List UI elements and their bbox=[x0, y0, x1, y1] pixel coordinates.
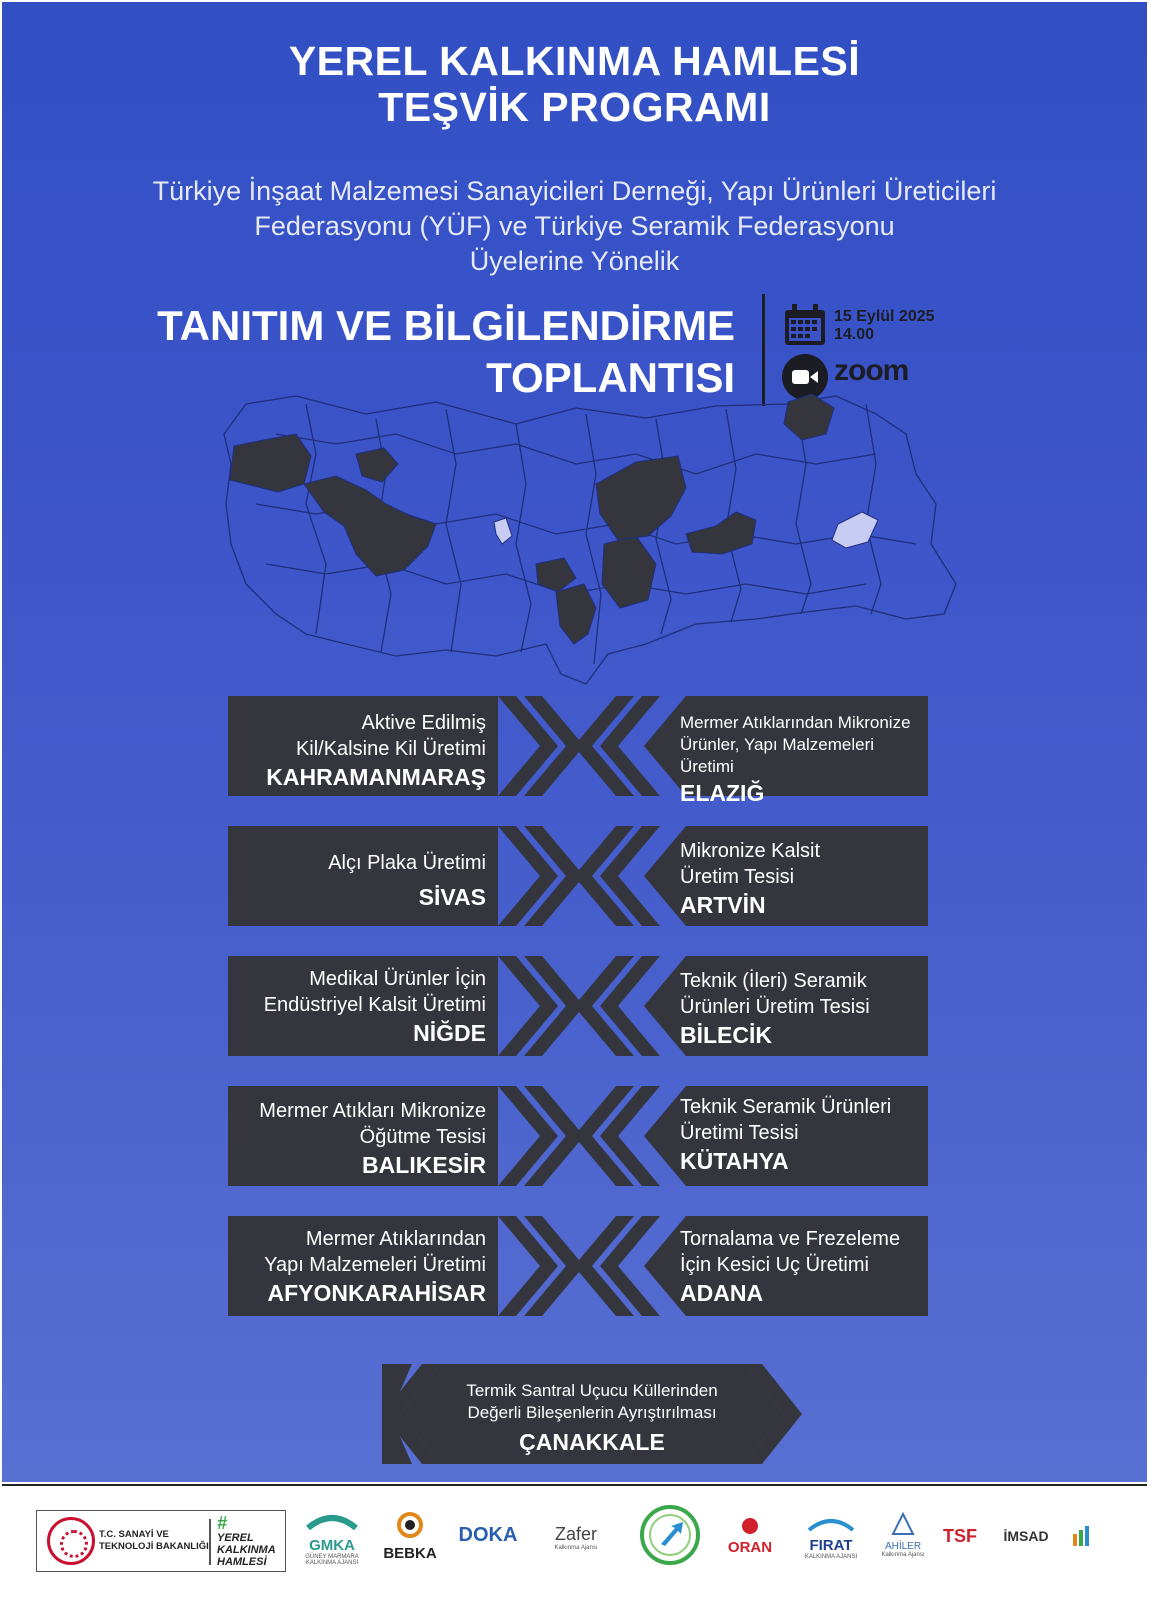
meeting-title-line1: TANITIM VE BİLGİLENDİRME bbox=[157, 302, 735, 349]
balikesir-region bbox=[230, 434, 311, 492]
project-topic: Mermer Atıklarından bbox=[305, 1228, 486, 1250]
project-city: BİLECİK bbox=[680, 1022, 772, 1048]
project-topic: Medikal Ürünler İçin bbox=[309, 968, 486, 990]
logo-yuf bbox=[1066, 1526, 1106, 1590]
project-topic: İçin Kesici Uç Üretimi bbox=[680, 1254, 869, 1276]
project-city: KÜTAHYA bbox=[680, 1148, 789, 1174]
project-text bbox=[680, 1094, 891, 1176]
logo-ahiler bbox=[878, 1512, 928, 1576]
project-topic: Alçı Plaka Üretimi bbox=[328, 852, 486, 874]
project-city: NİĞDE bbox=[413, 1020, 486, 1046]
project-topic: Termik Santral Uçucu Küllerinden bbox=[466, 1381, 718, 1400]
project-topic: Aktive Edilmiş bbox=[361, 712, 486, 734]
project-card-elazig bbox=[228, 696, 928, 806]
project-city: ÇANAKKALE bbox=[519, 1429, 665, 1455]
bilecik-region bbox=[356, 448, 398, 482]
project-city: AFYONKARAHİSAR bbox=[267, 1280, 486, 1306]
project-city: BALIKESİR bbox=[362, 1152, 486, 1178]
meeting-date-text: 15 Eylül 2025 bbox=[834, 308, 935, 325]
project-text bbox=[680, 838, 820, 920]
project-city: KAHRAMANMARAŞ bbox=[266, 764, 486, 790]
adana-region bbox=[556, 584, 596, 644]
calendar-icon bbox=[782, 302, 828, 348]
nigde-region bbox=[536, 558, 576, 592]
program-title-line2: TEŞVİK PROGRAMI bbox=[378, 84, 771, 130]
logo-name: FIRAT bbox=[809, 1537, 853, 1554]
logo-oran bbox=[720, 1516, 780, 1580]
project-topic: Ürünleri Üretim Tesisi bbox=[680, 996, 870, 1018]
logo-name: TSF bbox=[943, 1526, 977, 1546]
project-topic: Üretimi Tesisi bbox=[680, 1122, 799, 1144]
project-topic: Tornalama ve Frezeleme bbox=[680, 1228, 901, 1250]
yerel-kalkinma-hamlesi-logo bbox=[217, 1513, 276, 1568]
project-card-adana bbox=[228, 1216, 928, 1316]
project-text bbox=[680, 1226, 900, 1308]
logo-name: DOKA bbox=[458, 1524, 518, 1546]
divider bbox=[762, 294, 765, 406]
meeting-time-text: 14.00 bbox=[834, 326, 875, 343]
kahramanmaras-region bbox=[602, 536, 656, 608]
project-topic: Teknik Seramik Ürünleri bbox=[680, 1096, 892, 1118]
project-card-artvin bbox=[228, 826, 928, 926]
logo-name: İMSAD bbox=[1003, 1528, 1049, 1544]
logo-cukurova-ajansi bbox=[638, 1504, 702, 1568]
project-city: ADANA bbox=[680, 1280, 764, 1306]
project-topic: Kil/Kalsine Kil Üretimi bbox=[295, 738, 486, 760]
logo-sub: GÜNEY MARMARA KALKINMA AJANSI bbox=[305, 1554, 359, 1566]
logo-firat bbox=[798, 1516, 864, 1580]
logo-sub: Kalkınma Ajansı bbox=[554, 1545, 598, 1551]
logo-name: ORAN bbox=[727, 1539, 773, 1556]
footer bbox=[2, 1484, 1147, 1598]
canakkale-region bbox=[494, 518, 512, 544]
subtitle-line2: Federasyonu (YÜF) ve Türkiye Seramik Federasyonu bbox=[254, 211, 895, 241]
logo-gmka bbox=[302, 1510, 362, 1574]
logo-name: GMKA bbox=[309, 1537, 355, 1554]
project-card-canakkale bbox=[382, 1364, 802, 1466]
poster bbox=[2, 2, 1147, 1482]
project-city: SİVAS bbox=[418, 884, 486, 910]
project-text bbox=[680, 712, 928, 808]
project-text bbox=[680, 968, 870, 1050]
logo-sub: Kalkınma Ajansı bbox=[881, 1552, 925, 1558]
project-card-bilecik bbox=[228, 956, 928, 1056]
project-topic: Öğütme Tesisi bbox=[359, 1126, 486, 1148]
project-city: ELAZIĞ bbox=[680, 780, 765, 806]
logo-tsf bbox=[930, 1526, 990, 1590]
ministry-name bbox=[99, 1529, 209, 1553]
logo-bebka bbox=[382, 1510, 438, 1574]
zoom-label: zoom bbox=[834, 354, 909, 387]
project-topic: Mikronize Kalsit bbox=[680, 840, 821, 862]
ykh-line: HAMLESİ bbox=[217, 1556, 267, 1568]
project-topic: Yapı Malzemeleri Üretimi bbox=[264, 1254, 486, 1276]
logo-doka bbox=[452, 1524, 524, 1588]
divider bbox=[209, 1519, 211, 1565]
ministry-seal-icon bbox=[47, 1517, 95, 1565]
subtitle-line1: Türkiye İnşaat Malzemesi Sanayicileri Derneği, Yapı Ürünleri Üreticileri bbox=[152, 176, 997, 206]
project-card-kutahya bbox=[228, 1086, 928, 1186]
project-topic: Mermer Atıkları Mikronize bbox=[259, 1100, 486, 1122]
kutahya-afyon-region bbox=[304, 476, 436, 576]
project-topic: Mermer Atıklarından Mikronize bbox=[680, 713, 911, 732]
project-topic: Endüstriyel Kalsit Üretimi bbox=[263, 994, 486, 1016]
logo-sub: KALKINMA AJANSI bbox=[804, 1554, 858, 1560]
ykh-line: KALKINMA bbox=[217, 1544, 276, 1556]
elazig-region bbox=[686, 512, 756, 554]
subtitle-line3: Üyelerine Yönelik bbox=[469, 246, 680, 276]
project-topic: Ürünler, Yapı Malzemeleri Üretimi bbox=[680, 735, 875, 776]
project-text bbox=[382, 1380, 802, 1460]
turkey-map bbox=[216, 394, 962, 694]
ministry-name-line: T.C. SANAYİ VE bbox=[99, 1529, 169, 1540]
logo-name: Zafer bbox=[554, 1524, 597, 1544]
project-city: ARTVİN bbox=[680, 892, 766, 918]
logo-imsad bbox=[996, 1528, 1056, 1592]
meeting-title-line2: TOPLANTISI bbox=[486, 354, 735, 401]
project-topic: Değerli Bileşenlerin Ayrıştırılması bbox=[467, 1403, 717, 1422]
logo-zafer bbox=[536, 1524, 616, 1588]
ministry-logo-box bbox=[36, 1510, 286, 1572]
project-topic: Üretim Tesisi bbox=[680, 866, 795, 888]
ykh-line: YEREL bbox=[217, 1532, 254, 1544]
program-title-line1: YEREL KALKINMA HAMLESİ bbox=[288, 38, 861, 84]
project-topic: Teknik (İleri) Seramik bbox=[680, 970, 867, 992]
logo-name: BEBKA bbox=[383, 1545, 437, 1562]
hashtag-icon: # bbox=[217, 1513, 228, 1533]
ministry-name-line: TEKNOLOJİ BAKANLIĞI bbox=[99, 1541, 209, 1552]
sivas-region bbox=[596, 456, 686, 540]
artvin-region bbox=[784, 394, 834, 440]
meeting-date bbox=[834, 308, 935, 344]
logo-name: AHİLER bbox=[884, 1541, 922, 1552]
